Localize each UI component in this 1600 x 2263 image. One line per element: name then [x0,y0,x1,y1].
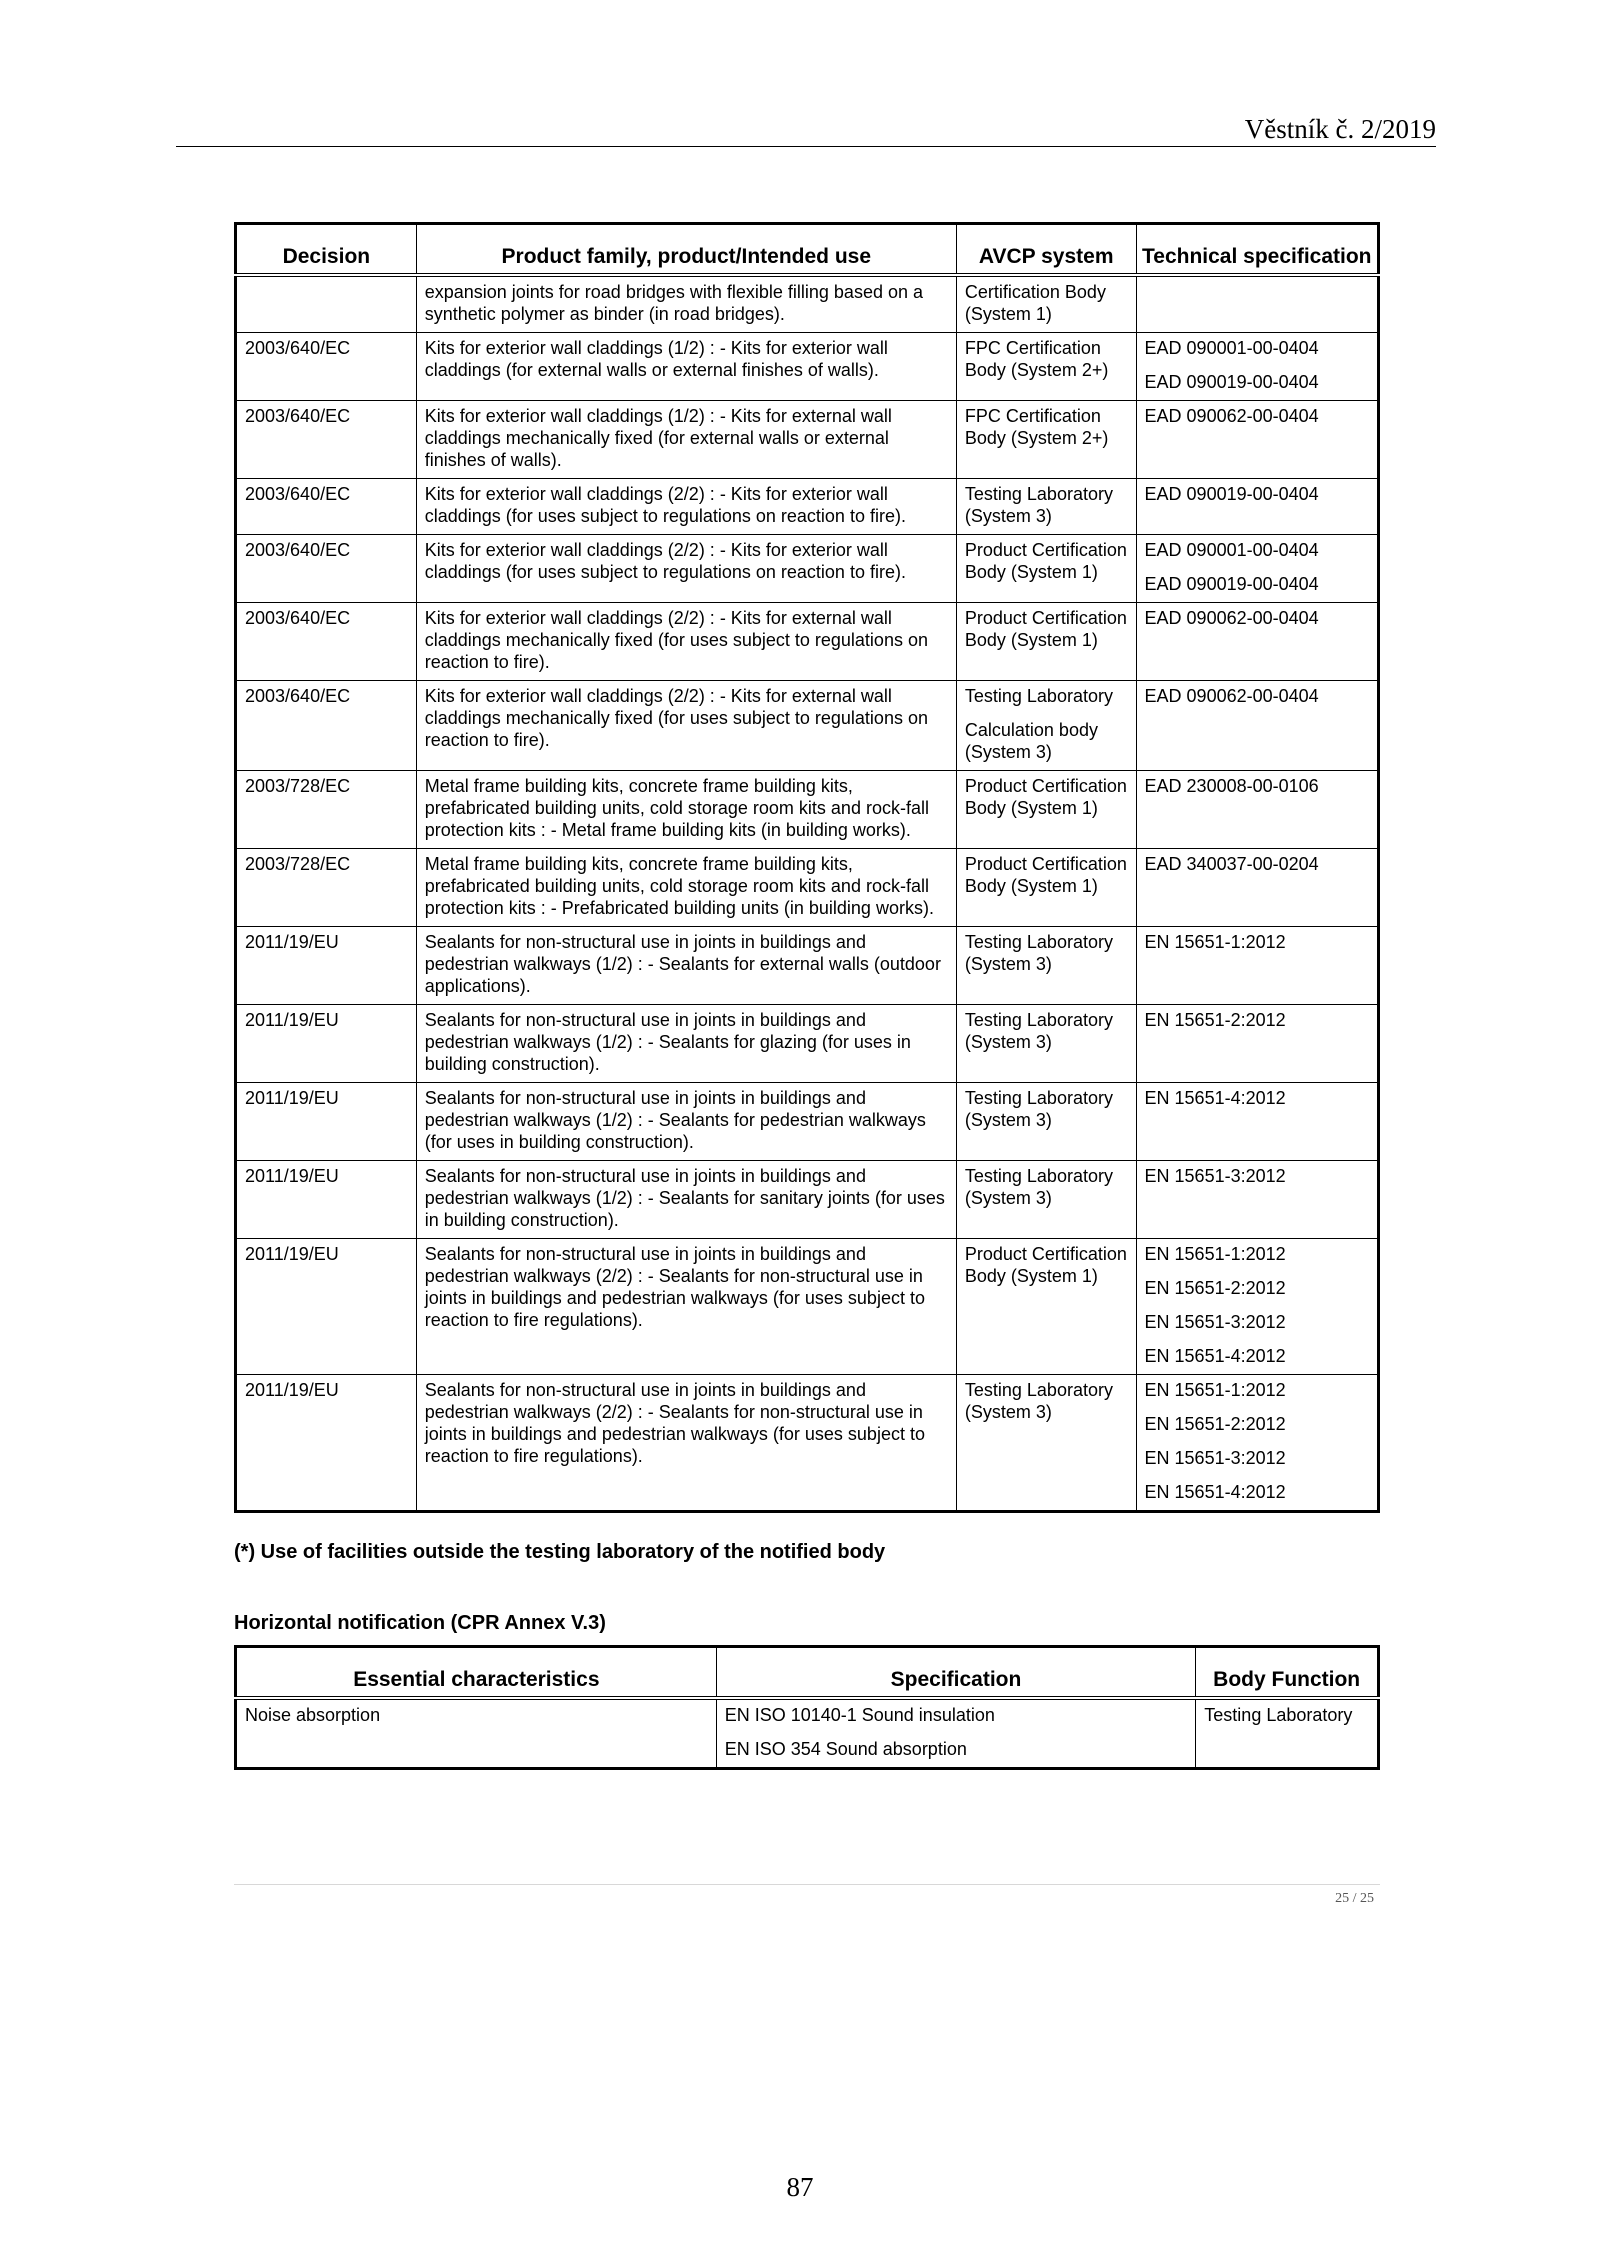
avcp-cell [956,603,1136,681]
spec-cell [1136,1239,1378,1375]
avcp-cell [956,1083,1136,1161]
table-row [236,1083,1379,1161]
specification-cell [716,1698,1196,1769]
product-cell: Sealants for non-structural use in joints in buildings and pedestrian walkways (1/2) : - Sealants for sanitary joints (for uses in building construction). [416,1161,956,1239]
avcp-cell [956,771,1136,849]
spec-cell-line: EAD 090062-00-0404 [1144,686,1319,706]
spec-cell-line: EAD 090019-00-0404 [1144,372,1319,392]
avcp-cell [956,535,1136,603]
page-header [176,110,1436,147]
spec-cell [1136,479,1378,535]
product-cell: Metal frame building kits, concrete frame building kits, prefabricated building units, cold storage room kits and rock-fall protection kits : - Prefabricated building units (in building works). [416,849,956,927]
decisions-table [234,222,1380,1513]
spec-cell-line: EAD 090019-00-0404 [1144,574,1319,594]
col-decision: Decision [236,224,417,276]
spec-cell [1136,603,1378,681]
spec-cell [1136,849,1378,927]
spec-cell-line: EN 15651-3:2012 [1144,1312,1286,1332]
avcp-cell-line: Testing Laboratory (System 3) [964,932,1113,974]
decision-cell: 2011/19/EU [236,927,417,1005]
avcp-cell [956,1161,1136,1239]
spec-cell-line: EN 15651-3:2012 [1144,1166,1286,1186]
spec-cell-line: EN 15651-1:2012 [1144,932,1286,952]
product-cell: Kits for exterior wall claddings (1/2) : - Kits for exterior wall claddings (for external walls or external finishes of walls). [416,333,956,401]
avcp-cell [956,275,1136,333]
page-number: 87 [786,2172,814,2202]
decision-cell [236,275,417,333]
product-cell: Kits for exterior wall claddings (2/2) : - Kits for external wall claddings mechanically fixed (for uses subject to regulations on reaction to fire). [416,681,956,771]
avcp-cell [956,1005,1136,1083]
decision-cell: 2003/640/EC [236,401,417,479]
footnote: (*) Use of facilities outside the testing laboratory of the notified body [234,1541,886,1563]
spec-cell-line: EAD 340037-00-0204 [1144,854,1319,874]
decision-cell: 2003/640/EC [236,603,417,681]
spec-cell [1136,333,1378,401]
avcp-cell [956,1239,1136,1375]
decision-cell: 2003/640/EC [236,479,417,535]
col-specification: Specification [716,1647,1196,1699]
spec-cell-line: EAD 090001-00-0404 [1144,540,1319,560]
table-row [236,849,1379,927]
table-row [236,927,1379,1005]
spec-cell [1136,401,1378,479]
product-cell: Kits for exterior wall claddings (2/2) : - Kits for external wall claddings mechanically fixed (for uses subject to regulations on reaction to fire). [416,603,956,681]
spec-cell [1136,1083,1378,1161]
spec-cell-line: EN 15651-4:2012 [1144,1482,1286,1502]
product-cell: Kits for exterior wall claddings (1/2) : - Kits for external wall claddings mechanically fixed (for external walls or external finishes of walls). [416,401,956,479]
spec-cell-line: EAD 090001-00-0404 [1144,338,1319,358]
avcp-cell-line: Certification Body (System 1) [964,282,1106,324]
page-footer [234,1884,1380,1906]
decision-cell: 2003/640/EC [236,681,417,771]
avcp-cell [956,681,1136,771]
col-essential-characteristics: Essential characteristics [236,1647,717,1699]
avcp-cell [956,479,1136,535]
product-cell: expansion joints for road bridges with flexible filling based on a synthetic polymer as binder (in road bridges). [416,275,956,333]
characteristic-cell: Noise absorption [236,1698,717,1769]
avcp-cell-line: Product Certification Body (System 1) [964,854,1127,896]
spec-cell [1136,1161,1378,1239]
table-row [236,771,1379,849]
table-row [236,1698,1379,1769]
spec-cell [1136,927,1378,1005]
table-row [236,1239,1379,1375]
spec-cell-line: EN 15651-3:2012 [1144,1448,1286,1468]
horizontal-header-row [236,1647,1379,1699]
avcp-cell [956,401,1136,479]
table-row [236,603,1379,681]
spec-cell [1136,1375,1378,1512]
section-title: Horizontal notification (CPR Annex V.3) [234,1612,606,1634]
product-cell: Metal frame building kits, concrete frame building kits, prefabricated building units, cold storage room kits and rock-fall protection kits : - Metal frame building kits (in building works). [416,771,956,849]
spec-cell-line: EN 15651-2:2012 [1144,1278,1286,1298]
avcp-cell-line: Product Certification Body (System 1) [964,1244,1127,1286]
body-function-cell: Testing Laboratory [1196,1698,1379,1769]
decision-cell: 2011/19/EU [236,1239,417,1375]
journal-title: Věstník č. 2/2019 [1244,114,1436,144]
decisions-table-body [236,275,1379,1512]
spec-cell [1136,771,1378,849]
product-cell: Sealants for non-structural use in joints in buildings and pedestrian walkways (1/2) : - Sealants for pedestrian walkways (for uses in building construction). [416,1083,956,1161]
specification-cell-line: EN ISO 354 Sound absorption [724,1739,967,1759]
avcp-cell-line: Testing Laboratory (System 3) [964,1166,1113,1208]
product-cell: Sealants for non-structural use in joints in buildings and pedestrian walkways (2/2) : - Sealants for non-structural use in joints in buildings and pedestrian walkways (for uses subject to reaction to fire regulations). [416,1375,956,1512]
spec-cell-line: EN 15651-4:2012 [1144,1346,1286,1366]
spec-cell-line: EN 15651-2:2012 [1144,1010,1286,1030]
avcp-cell-line: Product Certification Body (System 1) [964,540,1127,582]
avcp-cell [956,1375,1136,1512]
avcp-cell-line: Testing Laboratory (System 3) [964,1380,1113,1422]
avcp-cell [956,333,1136,401]
decisions-header-row [236,224,1379,276]
product-cell: Sealants for non-structural use in joints in buildings and pedestrian walkways (2/2) : - Sealants for non-structural use in joints in buildings and pedestrian walkways (for uses subject to reaction to fire regulations). [416,1239,956,1375]
table-row [236,275,1379,333]
spec-cell-line: EAD 090062-00-0404 [1144,608,1319,628]
decision-cell: 2011/19/EU [236,1005,417,1083]
spec-cell [1136,535,1378,603]
spec-cell-line: EAD 090019-00-0404 [1144,484,1319,504]
avcp-cell [956,849,1136,927]
spec-cell-line: EN 15651-1:2012 [1144,1244,1286,1264]
spec-cell [1136,1005,1378,1083]
avcp-cell-line: Calculation body (System 3) [964,720,1098,762]
page-content [234,222,1380,1770]
product-cell: Kits for exterior wall claddings (2/2) : - Kits for exterior wall claddings (for uses subject to regulations on reaction to fire). [416,535,956,603]
decision-cell: 2011/19/EU [236,1083,417,1161]
avcp-cell-line: Product Certification Body (System 1) [964,776,1127,818]
spec-cell [1136,275,1378,333]
table-row [236,333,1379,401]
specification-cell-line: EN ISO 10140-1 Sound insulation [724,1705,995,1725]
horizontal-notification-table [234,1645,1380,1770]
avcp-cell-line: Testing Laboratory (System 3) [964,1010,1113,1052]
avcp-cell-line: Testing Laboratory (System 3) [964,1088,1113,1130]
spec-cell [1136,681,1378,771]
decision-cell: 2011/19/EU [236,1161,417,1239]
page-counter: 25 / 25 [1335,1891,1374,1906]
product-cell: Sealants for non-structural use in joints in buildings and pedestrian walkways (1/2) : - Sealants for external walls (outdoor applications). [416,927,956,1005]
spec-cell-line: EN 15651-1:2012 [1144,1380,1286,1400]
table-row [236,401,1379,479]
spec-cell-line: EAD 090062-00-0404 [1144,406,1319,426]
spec-cell-line: EAD 230008-00-0106 [1144,776,1319,796]
decision-cell: 2003/728/EC [236,771,417,849]
decision-cell: 2003/640/EC [236,333,417,401]
avcp-cell-line: FPC Certification Body (System 2+) [964,338,1109,380]
col-body-function: Body Function [1196,1647,1379,1699]
table-row [236,479,1379,535]
product-cell: Sealants for non-structural use in joints in buildings and pedestrian walkways (1/2) : - Sealants for glazing (for uses in building construction). [416,1005,956,1083]
decision-cell: 2003/728/EC [236,849,417,927]
avcp-cell-line: FPC Certification Body (System 2+) [964,406,1109,448]
decision-cell: 2003/640/EC [236,535,417,603]
spec-cell-line: EN 15651-4:2012 [1144,1088,1286,1108]
avcp-cell [956,927,1136,1005]
horizontal-table-body [236,1698,1379,1769]
table-row [236,681,1379,771]
avcp-cell-line: Product Certification Body (System 1) [964,608,1127,650]
col-technical-spec: Technical specification [1136,224,1378,276]
avcp-cell-line: Testing Laboratory (System 3) [964,484,1113,526]
table-row [236,1161,1379,1239]
avcp-cell-line: Testing Laboratory [964,686,1113,706]
product-cell: Kits for exterior wall claddings (2/2) : - Kits for exterior wall claddings (for uses subject to regulations on reaction to fire). [416,479,956,535]
col-product: Product family, product/Intended use [416,224,956,276]
spec-cell-line: EN 15651-2:2012 [1144,1414,1286,1434]
table-row [236,1005,1379,1083]
decision-cell: 2011/19/EU [236,1375,417,1512]
col-avcp: AVCP system [956,224,1136,276]
table-row [236,1375,1379,1512]
table-row [236,535,1379,603]
